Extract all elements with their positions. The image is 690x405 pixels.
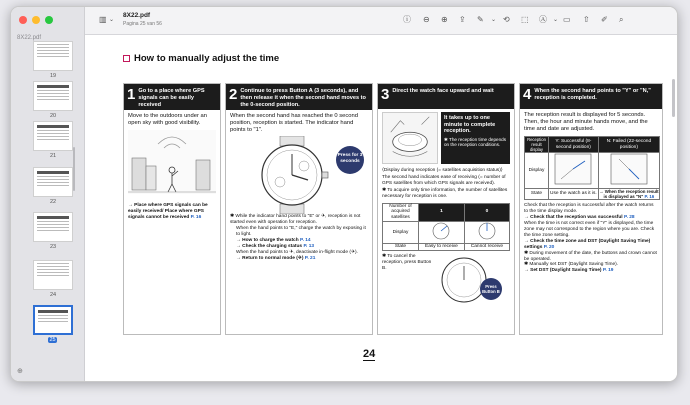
table-cell: Cannot receive — [464, 244, 509, 251]
page-ref-link[interactable]: P. 21 — [304, 255, 316, 261]
step-number: 3 — [381, 86, 390, 103]
step-2-notes — [230, 214, 368, 261]
step-title: Direct the watch face upward and wait — [392, 88, 494, 94]
link-row — [230, 256, 368, 262]
page-number: 24 — [363, 348, 376, 360]
thumbnail-page[interactable] — [33, 212, 73, 242]
thumbnail-page[interactable] — [33, 121, 73, 151]
thumbnail-page[interactable] — [33, 260, 73, 290]
zoom-in-icon[interactable]: ⊕ — [441, 15, 448, 24]
sidebar-file-label: 8X22.pdf — [17, 35, 42, 41]
chevron-down-icon[interactable]: ⌄ — [553, 17, 559, 23]
thumbnail-label-selected: 25 — [49, 337, 56, 343]
preview-window — [10, 6, 678, 382]
thumbnail-page[interactable] — [33, 81, 73, 111]
reception-time-callout — [441, 112, 510, 164]
note-text: When the hand points to ✈, deactivate in-flight mode (✈). — [236, 249, 358, 255]
step-number: 2 — [229, 86, 238, 103]
step-3-top — [382, 112, 510, 164]
callout-note: ✱ The reception time depends on the reception conditions. — [444, 136, 506, 147]
step-4-notes — [524, 203, 658, 274]
table-header: N: Failed (22-second position) — [598, 137, 659, 153]
watch-upward-illustration — [382, 112, 438, 164]
dial-n-icon — [609, 153, 649, 185]
page-heading — [123, 53, 279, 64]
step-3-header — [378, 84, 514, 109]
table-header: Reception result display — [525, 137, 549, 153]
step-title: Continue to press Button A (3 seconds), and then release it when the second hand moves to the 0-second position. — [240, 88, 366, 108]
zoom-out-icon[interactable]: ⊖ — [423, 15, 430, 24]
page-ref-link[interactable]: P. 16 — [190, 215, 202, 221]
outdoor-sky-illustration — [128, 130, 216, 194]
step-title: When the second hand points to "Y" or "N," reception is completed. — [534, 88, 651, 101]
display-title: ⟨Display during reception (= satellites acquisition status)⟩ — [382, 168, 503, 173]
thumbnail-label: 23 — [49, 244, 57, 250]
sidebar-toggle-icon[interactable]: ▥ — [99, 15, 107, 24]
step-3 — [377, 83, 515, 335]
link-text: → Return to normal mode (✈) — [236, 255, 304, 261]
watch-face-icon — [242, 136, 342, 214]
note-text: Check that the reception is successful after the watch returns to the time display mode. — [524, 203, 654, 215]
table-row-label: Display — [383, 222, 419, 244]
sidebar-settings-icon[interactable]: ⊕ — [17, 368, 23, 375]
sidebar-scrollbar[interactable] — [73, 147, 75, 191]
table-cell — [598, 189, 659, 200]
display-note: ✱ To acquire only time information, the number of satellites necessary for reception is one. — [382, 187, 508, 199]
thumbnail-page-selected[interactable] — [33, 305, 73, 335]
link-row — [524, 239, 658, 251]
thumbnail-label: 20 — [49, 113, 57, 119]
table-header: Number of acquired satellites — [383, 203, 419, 222]
page-title: How to manually adjust the time — [134, 53, 280, 64]
close-button[interactable] — [19, 16, 27, 24]
callout-title: It takes up to one minute to complete reception. — [444, 115, 496, 134]
watch-button-b-illustration — [436, 254, 506, 304]
display-cell — [549, 153, 599, 189]
info-icon[interactable]: ⓘ — [403, 15, 411, 24]
search-icon[interactable]: ⌕ — [619, 15, 624, 24]
dial-1-icon — [428, 222, 454, 240]
document-scrollbar[interactable] — [672, 79, 675, 117]
link-row — [524, 268, 658, 274]
display-cell — [464, 222, 509, 244]
table-cell: Easy to receive — [419, 244, 465, 251]
table-header: 1 — [419, 203, 465, 222]
result-table — [524, 136, 660, 200]
heading-marker-icon — [123, 55, 130, 62]
thumbnail-page[interactable] — [33, 41, 73, 71]
page-ref-link[interactable]: P. 20 — [543, 244, 555, 250]
table-header: Y: Successful (8-second position) — [549, 137, 599, 153]
step-2 — [225, 83, 373, 335]
note-text: ✱ Manually set DST (Daylight Saving Time). — [524, 262, 619, 268]
step-2-header — [226, 84, 372, 110]
window-controls — [19, 16, 53, 24]
zoom-button[interactable] — [45, 16, 53, 24]
page-ref-link[interactable]: P. 28 — [623, 215, 635, 221]
step-body: When the second hand has reached the 0 second position, reception is started. The indicator hand points to "1". — [230, 113, 358, 134]
step-number: 1 — [127, 86, 136, 103]
step-1-note — [128, 203, 216, 221]
press-b-callout: Press Button B — [480, 278, 502, 300]
note-text: ✱ During movement of the date, the buttons and crown cannot be operated. — [524, 250, 657, 262]
cancel-note: ✱ To cancel the reception, press Button B. — [382, 254, 432, 271]
share-icon[interactable]: ⇪ — [459, 15, 466, 24]
redact-icon[interactable]: ▭ — [563, 15, 571, 24]
step-4-header — [520, 84, 662, 109]
step-1 — [123, 83, 221, 335]
page-indicator: Pagina 25 van 56 — [123, 21, 162, 27]
minimize-button[interactable] — [32, 16, 40, 24]
thumbnail-page[interactable] — [33, 167, 73, 197]
watch-illustration — [230, 134, 368, 212]
table-row-label: State — [383, 244, 419, 251]
step-number: 4 — [523, 86, 532, 103]
press-callout: Press for 3 seconds — [336, 146, 364, 174]
step-body: The reception result is displayed for 5 seconds. Then, the hour and minute hands move, and the time and date are adjusted. — [524, 112, 648, 132]
step-4 — [519, 83, 663, 335]
satellite-table — [382, 203, 510, 252]
page-ref-link[interactable]: P. 16 — [644, 194, 655, 200]
page-ref-link[interactable]: P. 14 — [299, 238, 311, 244]
chevron-down-icon[interactable]: ⌄ — [109, 17, 115, 23]
annotate-icon[interactable]: ✐ — [601, 15, 608, 24]
link-text: → When the reception result is displayed as "N" — [599, 189, 659, 200]
link-text: → Check that the reception was successful — [524, 215, 623, 221]
link-text: → Check the charging status — [236, 243, 303, 249]
document-page — [85, 35, 677, 381]
display-cell — [419, 222, 465, 244]
display-description: The second hand indicates ease of receiving (= number of GPS satellites from which GPS signals are received). — [382, 174, 506, 186]
link-text: → Check the time zone and DST (Daylight Saving Time) settings — [524, 238, 651, 250]
toolbar — [85, 7, 677, 35]
step-title: Go to a place where GPS signals can be easily received — [138, 88, 205, 108]
note-text: → Place where GPS signals can be easily received/ Place where GPS signals cannot be received — [128, 203, 208, 221]
markup-icon[interactable]: Ⓐ — [539, 15, 547, 24]
cancel-row — [382, 254, 510, 304]
table-row-label: Display — [525, 153, 549, 189]
step-body: Move to the outdoors under an open sky with good visibility. — [128, 113, 207, 127]
display-cell — [598, 153, 659, 189]
thumbnail-label: 24 — [49, 292, 57, 298]
link-text: → How to charge the watch — [236, 238, 299, 244]
thumbnail-label: 21 — [49, 153, 57, 159]
page-ref-link[interactable]: P. 19 — [602, 268, 614, 274]
thumbnail-label: 19 — [49, 73, 57, 79]
selection-icon[interactable]: ⬚ — [521, 15, 529, 24]
document-title: 8X22.pdf — [123, 12, 151, 19]
chevron-down-icon[interactable]: ⌄ — [491, 17, 497, 23]
note-text: When the time is not correct even if "Y" is displayed, the time zone may not correspond to the region where you are. Check the time zone setting. — [524, 221, 655, 238]
note-text: When the hand points to "E," charge the watch by exposing it to light. — [236, 226, 366, 238]
step-1-header — [124, 84, 220, 110]
page-ref-link[interactable]: P. 13 — [303, 243, 315, 249]
thumbnail-label: 22 — [49, 199, 57, 205]
markup-pen-icon[interactable]: ✎ — [477, 15, 484, 24]
table-row-label: State — [525, 189, 549, 200]
table-header: 0 — [464, 203, 509, 222]
dial-0-icon — [474, 222, 500, 240]
rotate-icon[interactable]: ⟲ — [503, 15, 510, 24]
share-box-icon[interactable]: ⇧ — [583, 15, 590, 24]
table-cell: Use the watch as it is. — [549, 189, 599, 200]
thumbnail-sidebar — [11, 7, 85, 381]
link-text: → Set DST (Daylight Saving Time) — [524, 268, 602, 274]
note-text: ✱ While the indicator hand points to "E" or ✈, reception is not started even with operation for reception. — [230, 214, 361, 226]
dial-y-icon — [553, 153, 593, 185]
